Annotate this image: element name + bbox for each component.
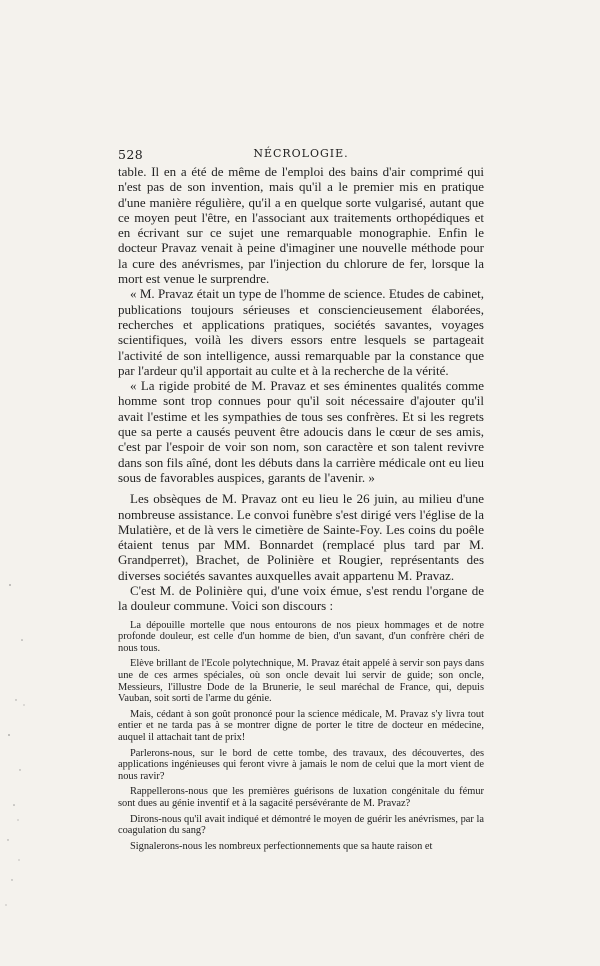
paragraph-quote-1: « M. Pravaz était un type de l'homme de science. Etudes de cabinet, publications toujours sérieuses et consciencieusement élaborées, recherches et applications pratiques, sociétés savantes, voyages scientifiques, voilà les divers essors entre lesquels se partageait l'activité de son intelligence, aussi remarquable par la constance que par l'ardeur qu'il apportait au culte et à la recherche de la vérité. xyxy=(118,286,484,378)
discourse-paragraph: Signalerons-nous les nombreux perfectionnements que sa haute raison et xyxy=(130,840,433,852)
running-title: NÉCROLOGIE. xyxy=(253,147,349,160)
discourse-paragraph: La dépouille mortelle que nous entourons de nos pieux hommages et de notre profonde douleur, est celle d'un homme de bien, d'un savant, d'un confrère chéri de nous tous. xyxy=(118,619,484,654)
page-number: 528 xyxy=(118,147,144,162)
discourse-paragraph: Dirons-nous qu'il avait indiqué et démontré le moyen de guérir les anévrismes, par la coagulation du sang? xyxy=(118,813,484,837)
discourse-paragraph: Rappellerons-nous que les premières guérisons de luxation congénitale du fémur sont dues au génie inventif et à la sagacité persévérante de M. Pravaz? xyxy=(118,786,484,809)
paragraph-continuation: table. Il en a été de même de l'emploi des bains d'air comprimé qui n'est pas de son invention, mais qu'il a le premier mis en pratique d'une manière régulière, qu'il a en quelque sorte vulgarisé, autant que ce moyen peut l'être, en l'associant aux traitements orthopédiques et en écrivant sur ce sujet une remarquable monographie. Enfin le docteur Pravaz venait à peine d'imaginer une nouvelle méthode pour la cure des anévrismes, par l'injection du chlorure de fer, lorsque la mort est venue le surprendre. xyxy=(118,164,484,287)
discourse-paragraph: Mais, cédant à son goût prononcé pour la science médicale, M. Pravaz s'y livra tout entier et ne tarda pas à se montrer digne de porter le titre de docteur en médecine, auquel il attachait tant de prix! xyxy=(118,708,484,743)
discourse-paragraph: Parlerons-nous, sur le bord de cette tombe, des travaux, des découvertes, des applications ingénieuses qui feront vivre à jamais le nom de celui que la mort vient de nous ravir? xyxy=(118,747,484,782)
discourse-block xyxy=(118,620,484,853)
paragraph-quote-2: « La rigide probité de M. Pravaz et ses éminentes qualités comme homme sont trop connues pour qu'il soit nécessaire d'ajouter qu'il avait l'estime et les sympathies de tous ses confrères. Et si les regrets que sa perte a causés peuvent être adoucis dans le cœur de ses amis, c'est par l'espoir de voir son nom, son caractère et son talent revivre dans son fils aîné, dont les débuts dans la carrière médicale ont eu lieu sous de favorables auspices, garants de l'avenir. » xyxy=(118,378,484,485)
article-body xyxy=(118,164,484,856)
discourse-paragraph: Elève brillant de l'Ecole polytechnique, M. Pravaz était appelé à servir son pays dans une de ces armes spéciales, où son oncle devait lui servir de guide; son oncle, Messieurs, l'illustre Dode de la Brunerie, le seul maréchal de France, qui, depuis Vauban, soit sorti de l'arme du génie. xyxy=(118,658,484,705)
paragraph-intro-discourse: C'est M. de Polinière qui, d'une voix émue, s'est rendu l'organe de la douleur commune. Voici son discours : xyxy=(118,583,484,614)
running-header xyxy=(118,147,484,165)
paragraph-obsequies: Les obsèques de M. Pravaz ont eu lieu le 26 juin, au milieu d'une nombreuse assistance. Le convoi funèbre s'est dirigé vers l'église de la Mulatière, et de là vers le cimetière de Sainte-Foy. Les coins du poêle étaient tenus par MM. Bonnardet (remplacé plus tard par M. Grandperret), Brachet, de Polinière et Rougier, représentants des diverses sociétés savantes auxquelles avait appartenu M. Pravaz. xyxy=(118,491,484,583)
